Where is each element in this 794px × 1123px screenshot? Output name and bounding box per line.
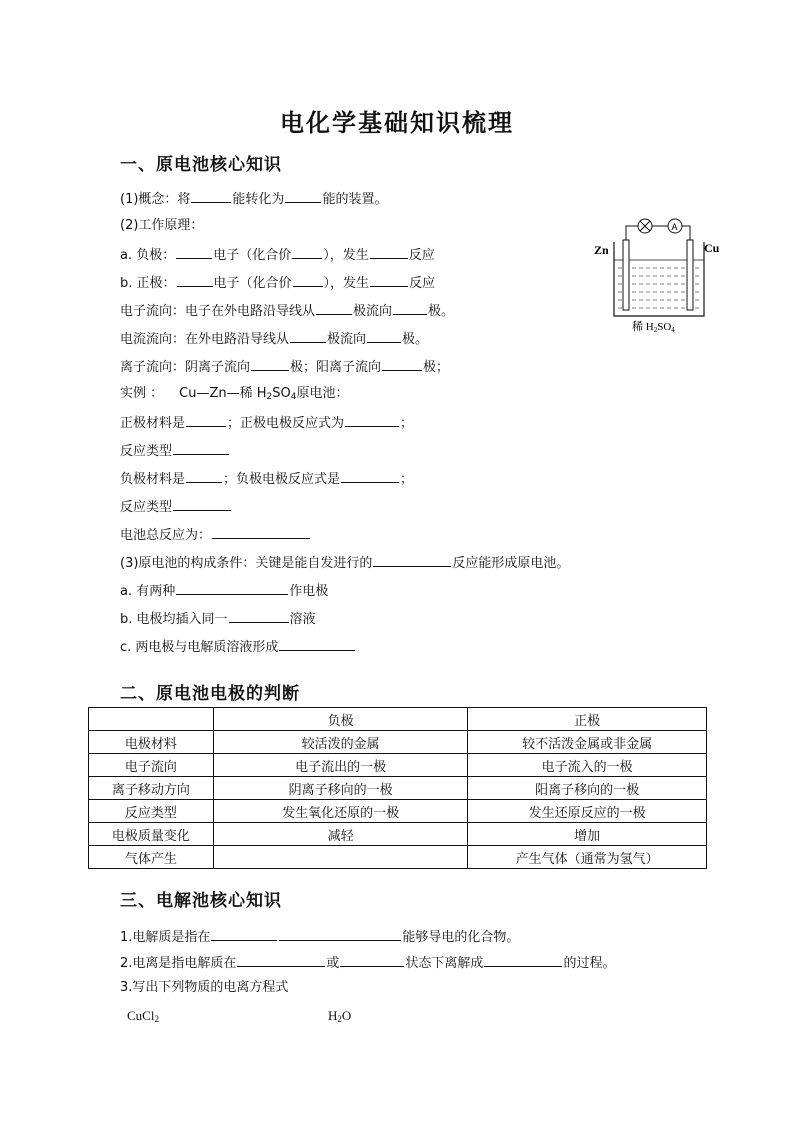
table-header-cell [89, 708, 214, 731]
section-heading-galvanic: 一、原电池核心知识 [120, 155, 282, 175]
table-cell: 发生还原反应的一极 [468, 800, 707, 823]
table-row [89, 777, 707, 800]
line-ionization-task: 3.写出下列物质的电离方程式 [120, 980, 289, 995]
text: 反应类型 [120, 444, 173, 459]
text: 负极材料是 [120, 472, 186, 487]
fill-blank[interactable] [370, 245, 408, 259]
table-row [89, 846, 707, 869]
line-concept [120, 189, 387, 209]
table-row [89, 800, 707, 823]
fill-blank[interactable] [279, 637, 355, 651]
text: a. 有两种 [120, 584, 176, 599]
text: ；负极电极反应式是 [223, 472, 341, 487]
text: 极流向 [327, 332, 367, 347]
line-condition-c [120, 637, 356, 657]
line-conditions [120, 553, 569, 573]
line-ion-flow [120, 357, 449, 377]
text: ），发生 [323, 276, 370, 291]
line-electron-flow [120, 301, 454, 321]
fill-blank[interactable] [345, 413, 399, 427]
fill-blank[interactable] [229, 609, 289, 623]
table-header-row [89, 708, 707, 731]
fill-blank[interactable] [382, 357, 422, 371]
fill-blank[interactable] [186, 413, 226, 427]
text: 溶液 [289, 612, 316, 627]
diagram-caption: 稀 H2SO4 [632, 321, 675, 334]
text: ；正极电极反应式为 [227, 416, 345, 431]
fill-blank[interactable] [251, 357, 289, 371]
cu-label: Cu [704, 241, 720, 255]
fill-blank[interactable] [393, 301, 427, 315]
wire [682, 226, 690, 240]
text: 原电池： [296, 386, 349, 401]
table-cell: 电子流入的一极 [468, 754, 707, 777]
text: 电子（化合价 [213, 276, 292, 291]
table-row [89, 731, 707, 754]
zn-electrode [623, 240, 629, 310]
text: 反应能形成原电池。 [452, 556, 570, 571]
line-electrolyte-def [120, 927, 519, 947]
fill-blank[interactable] [212, 525, 310, 539]
text: ； [400, 416, 414, 431]
fill-blank[interactable] [176, 581, 288, 595]
fill-blank[interactable] [370, 273, 408, 287]
line-reaction-type-2 [120, 497, 232, 517]
fill-blank[interactable] [186, 469, 222, 483]
galvanic-cell-diagram [592, 212, 732, 336]
line-anode [120, 245, 435, 265]
text: 2.电离是指电解质在 [120, 956, 237, 971]
text: O [341, 1008, 352, 1023]
text: a. 负极： [120, 248, 176, 263]
table-cell: 减轻 [213, 823, 468, 846]
text: 实例 ： [120, 386, 164, 401]
fill-blank[interactable] [293, 273, 323, 287]
text: 1.电解质是指在 [120, 930, 211, 945]
fill-blank[interactable] [373, 553, 451, 567]
table-cell: 电子流向 [89, 754, 214, 777]
text: ），发生 [323, 248, 369, 263]
text: 反应类型 [120, 500, 173, 515]
text: 极流向 [353, 304, 393, 319]
fill-blank[interactable] [211, 927, 277, 941]
text: 的过程。 [563, 956, 616, 971]
subscript: 2 [337, 1014, 342, 1024]
table-cell: 电子流出的一极 [213, 754, 468, 777]
table-cell: 离子移动方向 [89, 777, 214, 800]
fill-blank[interactable] [367, 329, 401, 343]
text: 作电极 [289, 584, 329, 599]
electrode-table [88, 707, 707, 869]
fill-blank[interactable] [173, 441, 229, 455]
table-cell: 阳离子移向的一极 [468, 777, 707, 800]
table-header-cell: 正极 [468, 708, 707, 731]
table-cell: 产生气体（通常为氢气） [468, 846, 707, 869]
text: SO [272, 386, 291, 401]
text: 状态下离解成 [405, 956, 484, 971]
cu-electrode [687, 240, 693, 310]
table-row [89, 754, 707, 777]
table-header-cell: 负极 [213, 708, 468, 731]
text: 电子（化合价 [213, 248, 292, 263]
table-cell: 反应类型 [89, 800, 214, 823]
line-example [120, 385, 348, 406]
fill-blank[interactable] [341, 469, 399, 483]
text: 能的装置。 [322, 192, 388, 207]
table-cell: 较活泼的金属 [213, 731, 468, 754]
line-reaction-type-1 [120, 441, 230, 461]
subscript: 4 [290, 392, 297, 402]
text: ； [400, 472, 414, 487]
line-ionization-def [120, 953, 615, 973]
fill-blank[interactable] [177, 273, 213, 287]
text: b. 正极： [120, 276, 176, 291]
line-principle: (2)工作原理： [120, 218, 204, 233]
text: 正极材料是 [120, 416, 186, 431]
text: c. 两电极与电解质溶液形成 [120, 640, 279, 655]
text: 极；阳离子流向 [290, 360, 382, 375]
fill-blank[interactable] [237, 953, 325, 967]
table-row [89, 823, 707, 846]
formula-cucl2 [127, 1007, 159, 1028]
line-total-reaction [120, 525, 311, 545]
fill-blank[interactable] [279, 927, 401, 941]
text: H [328, 1008, 338, 1023]
fill-blank[interactable] [340, 953, 404, 967]
fill-blank[interactable] [285, 189, 321, 203]
table-cell: 阴离子移向的一极 [213, 777, 468, 800]
page-title: 电化学基础知识梳理 [280, 108, 514, 137]
text: Cu—Zn—稀 H [179, 386, 267, 401]
fill-blank[interactable] [191, 189, 231, 203]
fill-blank[interactable] [484, 953, 562, 967]
text: 能够导电的化合物。 [402, 930, 520, 945]
section-heading-electrodes: 二、原电池电极的判断 [120, 684, 300, 704]
table-cell: 电极材料 [89, 731, 214, 754]
text: 反应 [409, 276, 436, 291]
text: 离子流向：阴离子流向 [120, 360, 251, 375]
text: 电池总反应为： [120, 528, 212, 543]
text: CuCl [127, 1008, 155, 1023]
table-cell [213, 846, 468, 869]
line-current-flow [120, 329, 428, 349]
table-cell: 增加 [468, 823, 707, 846]
text: 能转化为 [232, 192, 285, 207]
wire [626, 226, 638, 240]
table-cell: 气体产生 [89, 846, 214, 869]
text: (1)概念：将 [120, 192, 191, 207]
line-anode-material [120, 469, 413, 489]
formula-h2o [328, 1007, 351, 1028]
line-cathode-material [120, 413, 413, 433]
text: 极。 [402, 332, 429, 347]
text: 或 [326, 956, 340, 971]
fill-blank[interactable] [176, 245, 212, 259]
fill-blank[interactable] [292, 245, 322, 259]
fill-blank[interactable] [316, 301, 352, 315]
text: 极； [423, 360, 450, 375]
zn-label: Zn [594, 243, 609, 257]
text: b. 电极均插入同一 [120, 612, 228, 627]
text: 电子流向：电子在外电路沿导线从 [120, 304, 316, 319]
text: 极。 [428, 304, 455, 319]
text: 反应 [408, 248, 435, 263]
line-condition-a [120, 581, 328, 601]
section-heading-electrolysis: 三、电解池核心知识 [120, 891, 282, 911]
fill-blank[interactable] [173, 497, 231, 511]
line-condition-b [120, 609, 316, 629]
fill-blank[interactable] [290, 329, 326, 343]
text: (3)原电池的构成条件：关键是能自发进行的 [120, 556, 373, 571]
text: 电流流向：在外电路沿导线从 [120, 332, 290, 347]
subscript: 2 [266, 392, 273, 402]
table-cell: 较不活泼金属或非金属 [468, 731, 707, 754]
ammeter-label: A [671, 222, 678, 232]
line-cathode [120, 273, 435, 293]
table-cell: 电极质量变化 [89, 823, 214, 846]
table-cell: 发生氧化还原的一极 [213, 800, 468, 823]
subscript: 2 [154, 1014, 159, 1024]
